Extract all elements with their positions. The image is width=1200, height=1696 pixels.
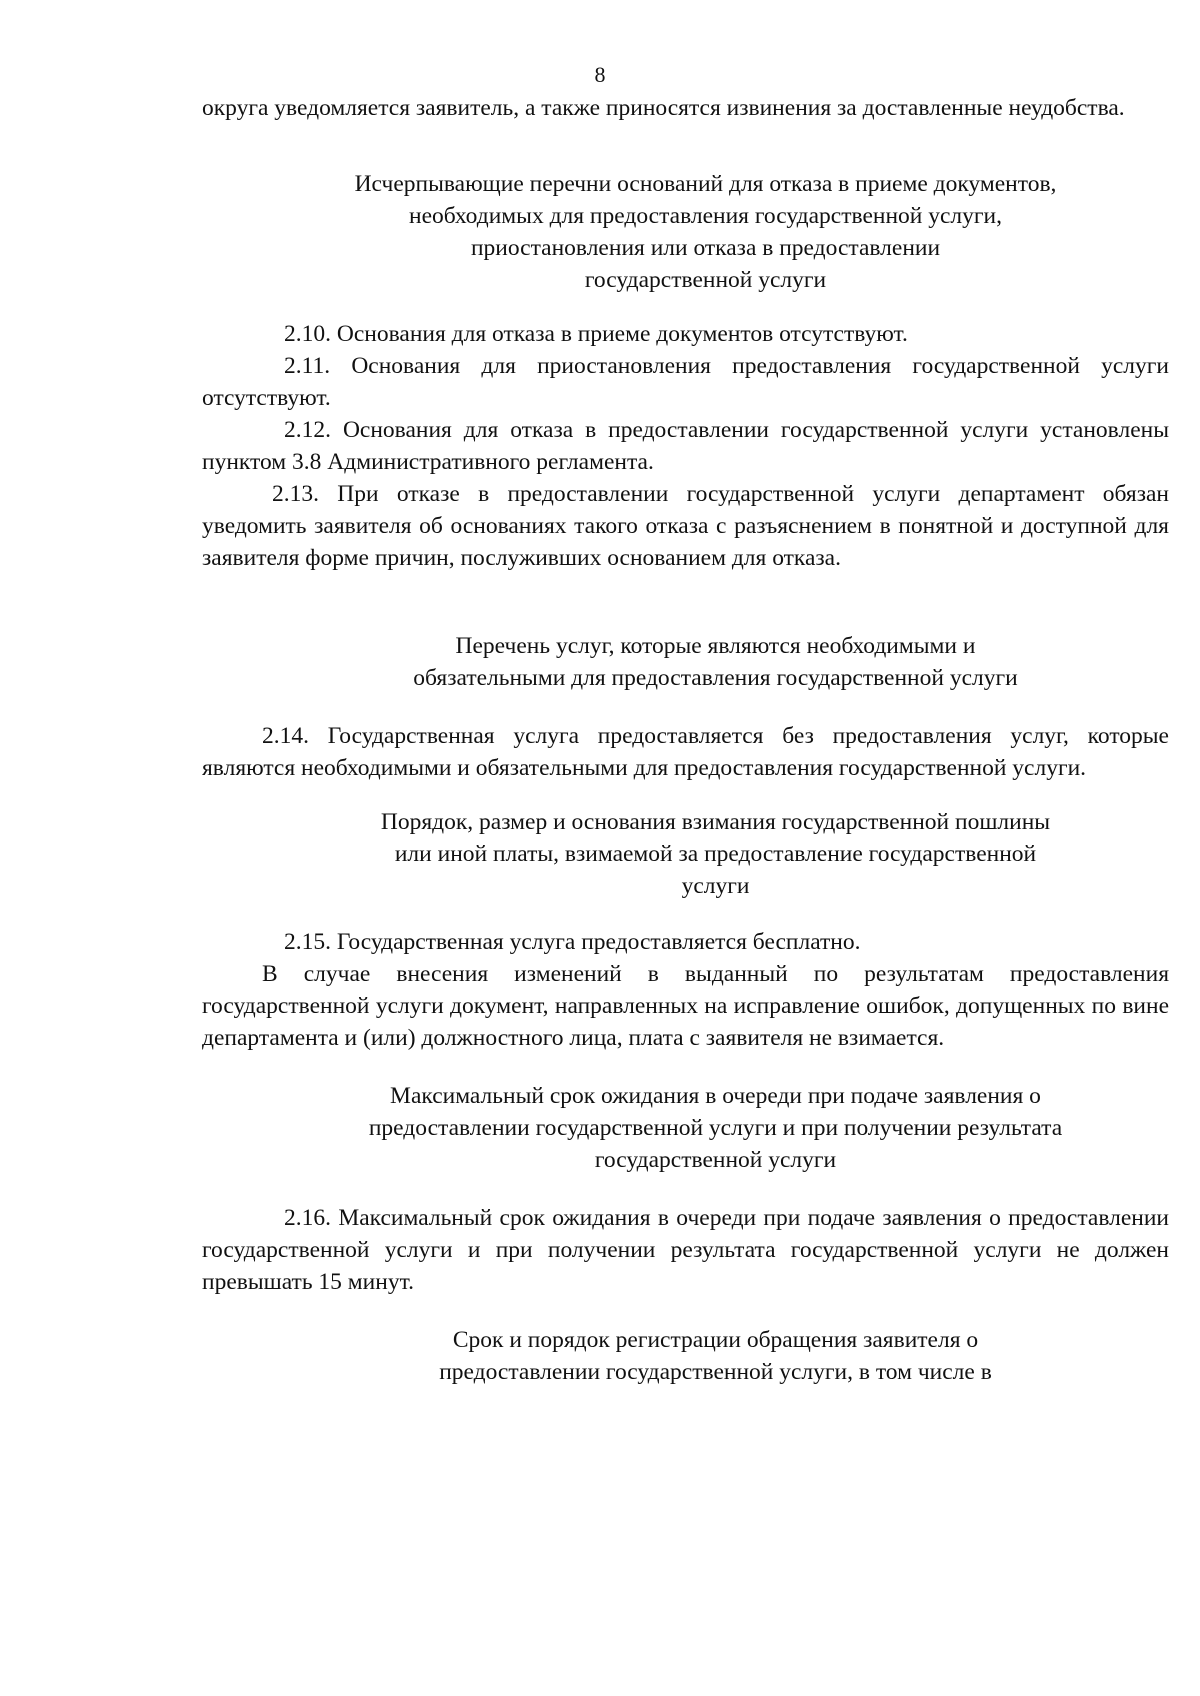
heading-line: приостановления или отказа в предоставлении	[470, 235, 941, 261]
heading-line: услуги	[681, 873, 750, 899]
heading-line: необходимых для предоставления государственной услуги,	[409, 203, 1002, 229]
clause-2-16: 2.16. Максимальный срок ожидания в очереди при подаче заявления о предоставлении государственной услуги и при получении результата государственной услуги не должен превышать 15 минут.	[202, 1205, 1169, 1295]
heading-line: Порядок, размер и основания взимания государственной пошлины	[380, 809, 1051, 835]
heading-line: обязательными для предоставления государственной услуги	[413, 665, 1018, 691]
clause-2-13: 2.13. При отказе в предоставлении государственной услуги департамент обязан уведомить заявителя об основаниях такого отказа с разъяснением в понятной и доступной для заявителя форме причин, послуживших основанием для отказа.	[202, 481, 1169, 571]
section-heading-fees	[262, 806, 1169, 902]
clause-2-14: 2.14. Государственная услуга предоставляется без предоставления услуг, которые являются необходимыми и обязательными для предоставления государственной услуги.	[202, 723, 1169, 781]
heading-line: государственной услуги	[594, 1147, 837, 1173]
section-fees-items	[202, 926, 1169, 1054]
heading-line: государственной услуги	[584, 267, 827, 293]
heading-line: предоставлении государственной услуги, в том числе в	[439, 1359, 992, 1385]
heading-line: или иной платы, взимаемой за предоставление государственной	[394, 841, 1037, 867]
section-required-services-items	[202, 720, 1169, 784]
page-number: 8	[594, 62, 606, 87]
heading-line: Срок и порядок регистрации обращения заявителя о	[452, 1327, 979, 1353]
clause-2-15: 2.15. Государственная услуга предоставляется бесплатно.	[284, 929, 861, 955]
section-heading-registration	[262, 1324, 1169, 1388]
section-heading-refusal-grounds	[242, 168, 1169, 296]
section-refusal-items	[202, 318, 1169, 574]
heading-line: Перечень услуг, которые являются необходимыми и	[455, 633, 976, 659]
section-heading-required-services	[262, 630, 1169, 694]
heading-line: Максимальный срок ожидания в очереди при подаче заявления о	[390, 1083, 1041, 1109]
section-queue-time-items	[202, 1202, 1169, 1298]
heading-line: Исчерпывающие перечни оснований для отказа в приеме документов,	[354, 171, 1057, 197]
clause-2-15-note: В случае внесения изменений в выданный по результатам предоставления государственной услуги документ, направленных на исправление ошибок, допущенных по вине департамента и (или) должностного лица, плата с заявителя не взимается.	[202, 961, 1169, 1051]
document-body	[202, 92, 1169, 1388]
intro-paragraph: округа уведомляется заявитель, а также приносятся извинения за доставленные неудобства.	[202, 95, 1125, 121]
heading-line: предоставлении государственной услуги и при получении результата	[368, 1115, 1063, 1141]
clause-2-11: 2.11. Основания для приостановления предоставления государственной услуги отсутствуют.	[202, 353, 1169, 411]
clause-2-10: 2.10. Основания для отказа в приеме документов отсутствуют.	[284, 321, 908, 347]
clause-2-12: 2.12. Основания для отказа в предоставлении государственной услуги установлены пунктом 3.8 Административного регламента.	[202, 417, 1169, 475]
section-heading-queue-time	[262, 1080, 1169, 1176]
